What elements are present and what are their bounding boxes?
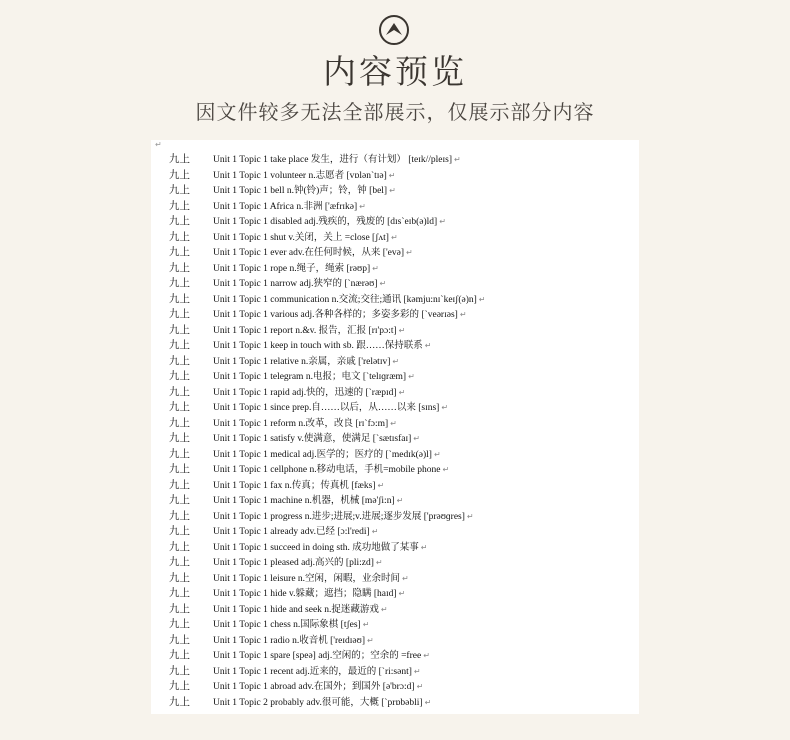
grade-label: 九上: [169, 216, 190, 227]
paragraph-mark: ↵: [454, 155, 461, 164]
paragraph-mark: ↵: [420, 542, 428, 552]
entry-text: Unit 1 Topic 1 keep in touch with sb. 跟……保持联系: [213, 341, 423, 351]
entry-text: Unit 1 Topic 1 relative n.亲属，亲戚 ['relətɪv]: [213, 356, 391, 367]
entry-text: Unit 1 Topic 1 bell n.钟(铃)声；铃，钟 [bel]: [213, 186, 388, 196]
page-title: 内容预览: [323, 52, 467, 91]
vocabulary-entry: [213, 447, 441, 463]
vocabulary-entry: [213, 230, 398, 246]
vocabulary-entry: [213, 276, 386, 292]
paragraph-mark: ↵: [416, 682, 424, 691]
grade-label: 九上: [169, 386, 190, 398]
grade-label: 九上: [169, 340, 190, 351]
entry-text: Unit 1 Topic 1 spare [speə] adj.空闲的；空余的 =free: [213, 651, 422, 661]
vocabulary-entry: [213, 369, 415, 385]
grade-label: 九上: [169, 619, 190, 630]
grade-label: 九上: [169, 557, 190, 568]
paragraph-mark: ↵: [459, 310, 467, 319]
upward-chevron-circle-icon: [378, 14, 410, 46]
entry-text: Unit 1 Topic 1 take place 发生，进行（有计划） [teɪk//pleɪs]: [213, 155, 452, 165]
entry-text: Unit 1 Topic 1 progress n.进步;进展;v.进展;逐步发展 ['prəʊɡres]: [213, 511, 465, 522]
paragraph-mark: ↵: [413, 434, 420, 443]
vocabulary-entry: [213, 478, 384, 494]
paragraph-mark: ↵: [398, 589, 406, 598]
paragraph-mark: ↵: [375, 558, 383, 567]
entry-text: Unit 1 Topic 1 reform n.改革，改良 [rɪ`fɔ:m]: [213, 418, 389, 429]
paragraph-mark: ↵: [478, 294, 486, 304]
paragraph-mark: ↵: [402, 573, 409, 583]
paragraph-mark: ↵: [439, 217, 446, 226]
paragraph-mark: ↵: [442, 465, 450, 474]
grade-label: 九上: [169, 572, 190, 584]
entry-text: Unit 1 Topic 1 disabled adj.残疾的，残废的 [dɪs`eɪb(ə)ld]: [213, 217, 438, 227]
grade-label: 九上: [169, 696, 190, 708]
vocabulary-entry: [213, 385, 405, 401]
entry-text: Unit 1 Topic 1 rapid adj.快的，迅速的 [`ræpɪd]: [213, 387, 397, 398]
paragraph-mark: ↵: [372, 263, 379, 273]
vocabulary-entry: [213, 338, 431, 354]
grade-label: 九上: [169, 464, 190, 475]
paragraph-mark: ↵: [408, 372, 415, 381]
paragraph-mark: ↵: [441, 403, 449, 412]
entry-text: Unit 1 Topic 1 rope n.绳子，绳索 [rəʊp]: [213, 263, 371, 274]
grade-label: 九上: [169, 402, 190, 413]
entry-text: Unit 1 Topic 1 leisure n.空闲，闲暇，业余时间: [213, 573, 401, 584]
vocabulary-entry: [213, 400, 448, 416]
grade-label: 九上: [169, 417, 190, 429]
grade-label: 九上: [169, 665, 190, 677]
paragraph-mark: ↵: [377, 480, 385, 490]
paragraph-mark: ↵: [466, 511, 474, 521]
vocabulary-entry: [213, 199, 366, 215]
grade-label: 九上: [169, 293, 190, 305]
vocabulary-entry: [213, 307, 467, 323]
grade-label: 九上: [169, 433, 190, 444]
entry-text: Unit 1 Topic 1 hide v.躲藏；遮挡；隐瞒 [haɪd]: [213, 589, 397, 599]
vocabulary-entry: [213, 462, 449, 478]
vocabulary-entry: [213, 555, 383, 571]
vocabulary-entry: [213, 509, 474, 525]
entry-text: Unit 1 Topic 1 abroad adv.在国外；到国外 [ə'brɔ:d]: [213, 682, 415, 692]
vocabulary-entry: [213, 214, 446, 230]
paragraph-mark: ↵: [396, 496, 404, 505]
paragraph-mark: ↵: [380, 604, 388, 614]
paragraph-mark: ↵: [362, 620, 370, 629]
vocabulary-entry: [213, 524, 378, 540]
entry-text: Unit 1 Topic 1 narrow adj.狭窄的 [`nærəʊ]: [213, 279, 378, 289]
paragraph-mark: ↵: [392, 356, 400, 366]
grade-label: 九上: [169, 247, 190, 258]
vocabulary-entry: [213, 602, 388, 618]
paragraph-mark: ↵: [390, 418, 397, 428]
vocabulary-entry: [213, 679, 423, 695]
paragraph-mark: ↵: [423, 651, 430, 660]
entry-text: Unit 1 Topic 1 since prep.自……以后，从……以来 [sɪns]: [213, 403, 440, 413]
vocabulary-entry: [213, 261, 379, 277]
entry-text: Unit 1 Topic 1 already adv.已经 [ɔ:l'redi]: [213, 527, 370, 537]
entry-text: Unit 1 Topic 1 chess n.国际象棋 [tʃes]: [213, 620, 361, 630]
grade-label: 九上: [169, 588, 190, 599]
grade-label: 九上: [169, 510, 190, 522]
vocabulary-entry: [213, 183, 396, 199]
paragraph-mark: ↵: [398, 387, 406, 397]
grade-label: 九上: [169, 681, 190, 692]
entry-text: Unit 1 Topic 1 succeed in doing sth. 成功地做了某事: [213, 542, 419, 553]
entry-text: Unit 1 Topic 1 radio n.收音机 ['reɪdɪəʊ]: [213, 635, 365, 646]
grade-label: 九上: [169, 154, 190, 165]
paragraph-mark: ↵: [359, 201, 366, 211]
entry-text: Unit 1 Topic 2 probably adv.很可能，大概 [`prɒbəbli]: [213, 697, 423, 708]
entry-text: Unit 1 Topic 1 recent adj.近来的，最近的 [`ri:sənt]: [213, 666, 412, 677]
entry-text: Unit 1 Topic 1 machine n.机器，机械 [mə'ʃi:n]: [213, 496, 395, 506]
grade-label: 九上: [169, 262, 190, 274]
entry-text: Unit 1 Topic 1 communication n.交流;交往;通讯 [kəmju:nɪ`keɪʃ(ə)n]: [213, 294, 477, 305]
grade-label: 九上: [169, 371, 190, 382]
paragraph-mark: ↵: [424, 697, 432, 707]
grade-label: 九上: [169, 448, 190, 460]
grade-label: 九上: [169, 309, 190, 320]
entry-text: Unit 1 Topic 1 satisfy v.使满意，使满足 [`sætɪsfaɪ]: [213, 434, 412, 444]
entry-text: Unit 1 Topic 1 volunteer n.志愿者 [vɒlən`tɪə]: [213, 170, 387, 181]
grade-label: 九上: [169, 278, 190, 289]
vocabulary-entry: [213, 664, 421, 680]
grade-label: 九上: [169, 526, 190, 537]
document-preview: [151, 140, 639, 714]
entry-text: Unit 1 Topic 1 telegram n.电报；电文 [`telɪɡræm]: [213, 372, 407, 382]
grade-label: 九上: [169, 650, 190, 661]
grade-label: 九上: [169, 169, 190, 181]
entry-text: Unit 1 Topic 1 report n.&v. 报告，汇报 [rɪ'pɔ:t]: [213, 325, 397, 336]
entry-text: Unit 1 Topic 1 medical adj.医学的；医疗的 [`medɪk(ə)l]: [213, 449, 432, 460]
grade-label: 九上: [169, 355, 190, 367]
grade-label: 九上: [169, 603, 190, 615]
grade-label: 九上: [169, 324, 190, 336]
vocabulary-entry: [213, 695, 431, 711]
grade-label: 九上: [169, 495, 190, 506]
grade-label: 九上: [169, 185, 190, 196]
entry-text: Unit 1 Topic 1 Africa n.非洲 ['æfrɪkə]: [213, 201, 358, 212]
entry-text: Unit 1 Topic 1 various adj.各种各样的；多姿多彩的 [`veərɪəs]: [213, 310, 458, 320]
entry-text: Unit 1 Topic 1 shut v.关闭，关上 =close [ʃʌt]: [213, 232, 389, 243]
vocabulary-entry: [213, 617, 369, 633]
paragraph-mark: ↵: [388, 170, 396, 180]
paragraph-mark: ↵: [371, 527, 379, 536]
entry-text: Unit 1 Topic 1 ever adv.在任何时候，从来 ['evə]: [213, 248, 405, 258]
vocabulary-entry: [213, 323, 405, 339]
vocabulary-entry: [213, 633, 374, 649]
grade-label: 九上: [169, 231, 190, 243]
paragraph-mark: ↵: [379, 279, 387, 288]
vocabulary-entry: [213, 571, 409, 587]
vocabulary-entry: [213, 245, 413, 261]
vocabulary-entry: [213, 540, 427, 556]
paragraph-mark: ↵: [390, 232, 398, 242]
grade-label: 九上: [169, 541, 190, 553]
grade-label: 九上: [169, 634, 190, 646]
grade-label: 九上: [169, 479, 190, 491]
vocabulary-entry: [213, 648, 430, 664]
paragraph-mark: ↵: [413, 666, 421, 676]
vocabulary-entry: [213, 354, 399, 370]
page-subtitle: 因文件较多无法全部展示，仅展示部分内容: [195, 100, 595, 124]
grade-label: 九上: [169, 200, 190, 212]
entry-text: Unit 1 Topic 1 hide and seek n.捉迷藏游戏: [213, 604, 379, 615]
vocabulary-entry: [213, 292, 486, 308]
paragraph-mark: ↵: [433, 449, 441, 459]
entry-text: Unit 1 Topic 1 fax n.传真；传真机 [fæks]: [213, 480, 376, 491]
paragraph-mark: ↵: [398, 325, 406, 335]
paragraph-mark: ↵: [155, 140, 162, 149]
entry-text: Unit 1 Topic 1 pleased adj.高兴的 [pli:zd]: [213, 558, 374, 568]
paragraph-mark: ↵: [367, 635, 374, 645]
paragraph-mark: ↵: [424, 341, 432, 350]
paragraph-mark: ↵: [389, 186, 396, 195]
vocabulary-entry: [213, 152, 461, 168]
vocabulary-entry: [213, 168, 395, 184]
vocabulary-entry: [213, 416, 397, 432]
vocabulary-entry: [213, 431, 420, 447]
paragraph-mark: ↵: [406, 248, 413, 257]
vocabulary-entry: [213, 493, 403, 509]
entry-text: Unit 1 Topic 1 cellphone n.移动电话，手机=mobile phone: [213, 465, 441, 475]
vocabulary-entry: [213, 586, 405, 602]
